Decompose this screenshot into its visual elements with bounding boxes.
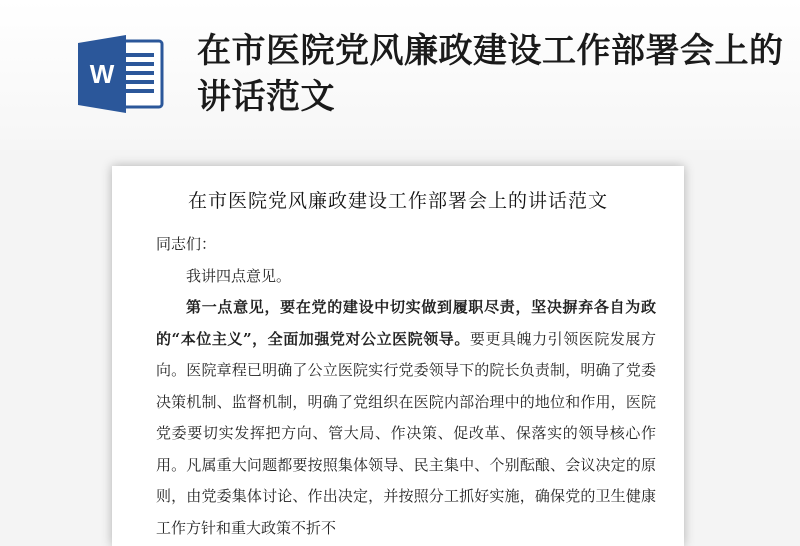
point-one-text: 要更具魄力引领医院发展方向。医院章程已明确了公立医院实行党委领导下的院长负责制，明确了党委决策机制、监督机制，明确了党组织在医院内部治理中的地位和作用，医院党委要切实发挥把方向、管大局、作决策、促改革、保落实的领导核心作用。凡属重大问题都要按照集体领导、民主集中、个别酝酿、会议决定的原则，由党委集体讨论、作出决定，并按照分工抓好实施，确保党的卫生健康工作方针和重大政策不折不: [156, 329, 656, 537]
point-one-heading: 第一点意见，要在党的建设中切实做到履职尽责，坚决摒弃各自为政的“本位主义”，全面加强党对公立医院领导。: [156, 298, 656, 348]
word-icon-letter: W: [89, 59, 115, 89]
document-title: 在市医院党风廉政建设工作部署会上的讲话范文: [187, 190, 608, 212]
point-one-paragraph: [156, 292, 656, 544]
header-banner: [0, 0, 800, 150]
page-title: 在市医院党风廉政建设工作部署会上的讲话范文: [197, 31, 784, 117]
salutation: 同志们：: [156, 235, 217, 253]
document-page: [112, 166, 684, 546]
intro-paragraph: 我讲四点意见。: [186, 266, 292, 285]
word-icon: [76, 33, 166, 115]
document-body: [156, 229, 656, 544]
